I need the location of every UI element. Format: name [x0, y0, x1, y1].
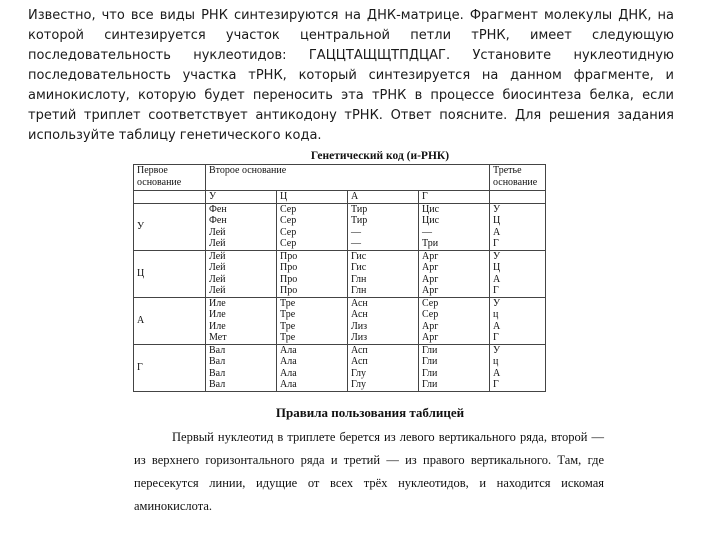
- third-base: А: [493, 226, 501, 238]
- codon-group-row: [134, 344, 546, 391]
- amino-acid: —: [351, 226, 361, 238]
- amino-acid-cell: [277, 203, 348, 250]
- third-base: У: [493, 203, 501, 215]
- amino-acid: Арг: [422, 250, 439, 262]
- amino-acid: Арг: [422, 332, 439, 343]
- genetic-code-body: [134, 165, 546, 392]
- amino-acid: Вал: [209, 379, 226, 390]
- amino-acid: Арг: [422, 285, 439, 296]
- third-base: У: [493, 297, 501, 309]
- second-base-row: [134, 191, 546, 204]
- amino-acid-cell: [419, 344, 490, 391]
- amino-acid-cell: [206, 344, 277, 391]
- third-base: А: [493, 367, 501, 379]
- amino-acid-cell: [206, 250, 277, 297]
- third-base: ц: [493, 356, 499, 367]
- amino-acid-cell: [277, 297, 348, 344]
- amino-acid: Сер: [280, 238, 297, 249]
- amino-acid: Тре: [280, 332, 296, 343]
- amino-acid: Сер: [422, 309, 439, 320]
- amino-acid: Гли: [422, 367, 438, 379]
- amino-acid: Арг: [422, 320, 439, 332]
- amino-acid: Фен: [209, 203, 227, 215]
- amino-acid: Глу: [351, 379, 367, 390]
- amino-acid: Вал: [209, 367, 226, 379]
- third-base: Ц: [493, 262, 501, 273]
- amino-acid: Цис: [422, 203, 440, 215]
- empty-cell: [134, 191, 206, 204]
- amino-acid: Тир: [351, 203, 368, 215]
- codon-group-row: [134, 250, 546, 297]
- amino-acid: Лиз: [351, 332, 368, 343]
- table-title: Генетический код (и-РНК): [310, 150, 450, 162]
- second-base-c: Ц: [277, 191, 348, 204]
- amino-acid: Ала: [280, 367, 297, 379]
- third-base-cell: [490, 203, 546, 250]
- amino-acid: Вал: [209, 344, 226, 356]
- amino-acid: Асн: [351, 309, 368, 320]
- third-base: А: [493, 273, 501, 285]
- amino-acid-cell: [277, 250, 348, 297]
- amino-acid: Сер: [422, 297, 439, 309]
- amino-acid: Про: [280, 262, 298, 273]
- amino-acid: Гис: [351, 250, 367, 262]
- rules-title: Правила пользования таблицей: [275, 405, 465, 420]
- amino-acid-cell: [348, 203, 419, 250]
- amino-acid: Про: [280, 285, 298, 296]
- amino-acid-cell: [419, 250, 490, 297]
- amino-acid: Сер: [280, 226, 297, 238]
- amino-acid: Гис: [351, 262, 367, 273]
- second-base-a: А: [348, 191, 419, 204]
- task-text: Известно, что все виды РНК синтезируются на ДНК-матрице. Фрагмент молекулы ДНК, на которой синтезируется участок центральной петли тРНК, имеет следующую последовательность нуклеотидов: ГАЦЦТАЩЩТПДЦАГ. Установите нуклеотидную последовательность участка тРНК, который синтезируется на данном фрагменте, и аминокислоту, которую будет переносить эта тРНК в процессе биосинтеза белка, если третий триплет соответствует антикодону тРНК. Ответ поясните. Для решения задания используйте таблицу генетического кода.: [28, 8, 674, 143]
- amino-acid: Асн: [351, 297, 368, 309]
- third-base: Г: [493, 238, 499, 249]
- amino-acid-cell: [277, 344, 348, 391]
- third-base: Г: [493, 285, 499, 296]
- amino-acid: Лиз: [351, 320, 368, 332]
- amino-acid: Глн: [351, 285, 367, 296]
- first-base-cell: Г: [134, 344, 206, 391]
- amino-acid: Цис: [422, 215, 440, 226]
- amino-acid: Иле: [209, 309, 226, 320]
- header-third-base: Третье основание: [490, 165, 546, 191]
- amino-acid: Лей: [209, 238, 226, 249]
- amino-acid: Фен: [209, 215, 227, 226]
- amino-acid: Гли: [422, 356, 438, 367]
- amino-acid-cell: [348, 344, 419, 391]
- codon-group-row: [134, 297, 546, 344]
- amino-acid: Лей: [209, 262, 226, 273]
- amino-acid: Арг: [422, 262, 439, 273]
- header-second-base: Второе основание: [206, 165, 490, 191]
- third-base-cell: [490, 297, 546, 344]
- third-base: А: [493, 320, 501, 332]
- amino-acid: Лей: [209, 250, 226, 262]
- codon-group-row: [134, 203, 546, 250]
- amino-acid: Про: [280, 273, 298, 285]
- third-base: Ц: [493, 215, 501, 226]
- third-base: Г: [493, 332, 499, 343]
- amino-acid: Тре: [280, 309, 296, 320]
- third-base: Г: [493, 379, 499, 390]
- amino-acid: Иле: [209, 320, 226, 332]
- table-header-row: [134, 165, 546, 191]
- third-base: У: [493, 250, 501, 262]
- first-base-cell: А: [134, 297, 206, 344]
- third-base: ц: [493, 309, 499, 320]
- amino-acid-cell: [206, 203, 277, 250]
- amino-acid: Гли: [422, 379, 438, 390]
- empty-cell: [490, 191, 546, 204]
- amino-acid: Асп: [351, 344, 368, 356]
- amino-acid: Сер: [280, 203, 297, 215]
- amino-acid: Мет: [209, 332, 227, 343]
- amino-acid: Ала: [280, 356, 297, 367]
- amino-acid: Про: [280, 250, 298, 262]
- first-base-cell: Ц: [134, 250, 206, 297]
- amino-acid: —: [351, 238, 361, 249]
- amino-acid: Тре: [280, 297, 296, 309]
- amino-acid: Сер: [280, 215, 297, 226]
- amino-acid: Иле: [209, 297, 226, 309]
- third-base-cell: [490, 250, 546, 297]
- third-base: У: [493, 344, 501, 356]
- amino-acid: Глу: [351, 367, 367, 379]
- amino-acid: Лей: [209, 226, 226, 238]
- amino-acid: Вал: [209, 356, 226, 367]
- amino-acid: Ала: [280, 379, 297, 390]
- amino-acid: Ала: [280, 344, 297, 356]
- amino-acid: Лей: [209, 285, 226, 296]
- amino-acid: Арг: [422, 273, 439, 285]
- second-base-u: У: [206, 191, 277, 204]
- amino-acid: Тир: [351, 215, 368, 226]
- amino-acid-cell: [419, 203, 490, 250]
- amino-acid: Глн: [351, 273, 367, 285]
- amino-acid: Тре: [280, 320, 296, 332]
- amino-acid: Три: [422, 238, 439, 249]
- amino-acid-cell: [348, 297, 419, 344]
- amino-acid: —: [422, 226, 432, 238]
- amino-acid: Лей: [209, 273, 226, 285]
- first-base-cell: У: [134, 203, 206, 250]
- genetic-code-table: [133, 164, 546, 392]
- second-base-g: Г: [419, 191, 490, 204]
- rules-text: Первый нуклеотид в триплете берется из левого вертикального ряда, второй — из верхнего горизонтального ряда и третий — из правого вертикального. Там, где пересекутся линии, идущие от всех трёх нуклеотидов, и находится искомая аминокислота.: [134, 430, 604, 513]
- amino-acid: Асп: [351, 356, 368, 367]
- amino-acid-cell: [348, 250, 419, 297]
- amino-acid-cell: [419, 297, 490, 344]
- third-base-cell: [490, 344, 546, 391]
- amino-acid: Гли: [422, 344, 438, 356]
- header-first-base: Первое основание: [134, 165, 206, 191]
- amino-acid-cell: [206, 297, 277, 344]
